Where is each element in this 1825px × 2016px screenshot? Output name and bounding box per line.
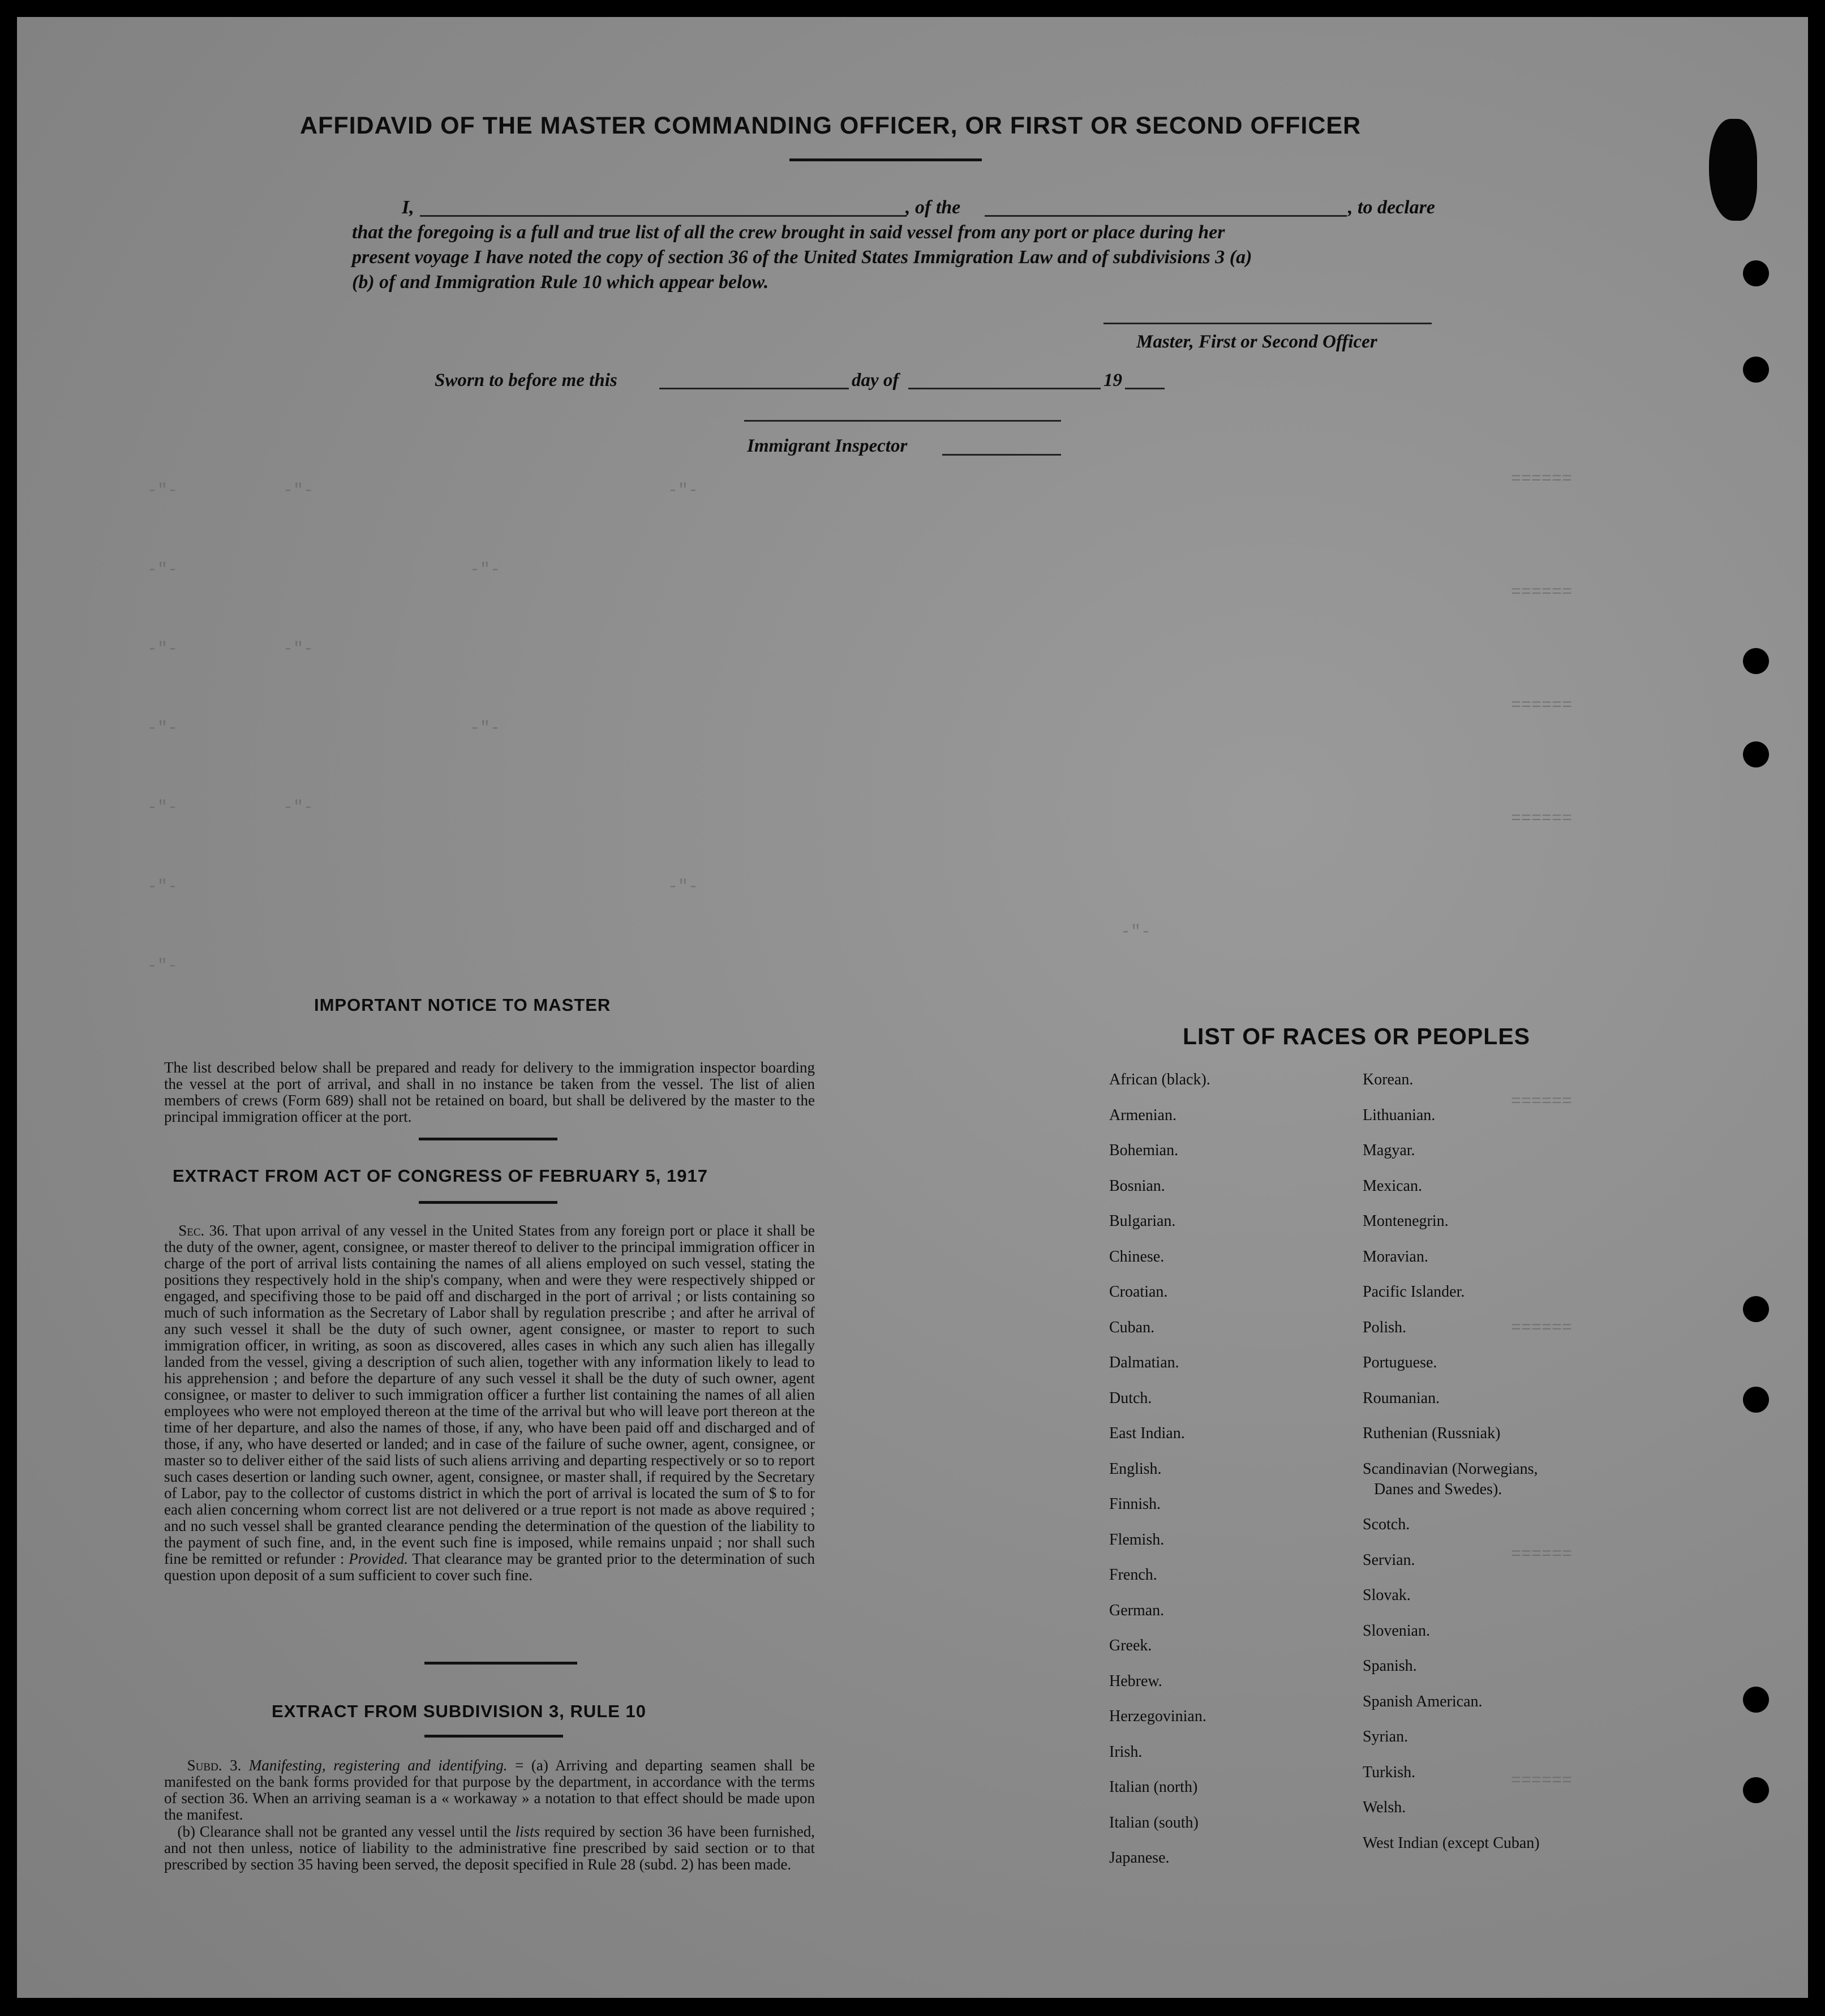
bleed-through-mark: -"- — [147, 719, 178, 738]
race-entry: Bohemian. — [1109, 1142, 1179, 1159]
inspector-signature-field[interactable] — [744, 420, 1061, 422]
bleed-through-mark: -"- — [283, 640, 314, 659]
race-entry: Syrian. — [1363, 1728, 1409, 1745]
provided-word: Provided. — [349, 1550, 408, 1567]
race-entry: Montenegrin. — [1363, 1212, 1449, 1230]
race-entry: Scandinavian (Norwegians, — [1363, 1460, 1538, 1478]
race-entry: French. — [1109, 1566, 1157, 1584]
race-entry: Italian (south) — [1109, 1813, 1199, 1831]
race-entry: Welsh. — [1363, 1799, 1406, 1816]
sworn-day-field[interactable] — [659, 388, 849, 389]
punch-hole — [1743, 1777, 1769, 1803]
signature-label: Master, First or Second Officer — [1136, 332, 1377, 352]
bleed-through-mark: ====== — [1511, 583, 1573, 602]
affidavit-line4: (b) of and Immigration Rule 10 which appear below. — [352, 272, 769, 293]
subd-title: Manifesting, registering and identifying. — [248, 1757, 508, 1774]
bleed-through-mark: -"- — [283, 798, 314, 817]
notice-rule — [419, 1138, 557, 1140]
race-entry: Lithuanian. — [1363, 1106, 1436, 1124]
affidavit-line3: present voyage I have noted the copy of section 36 of the United States Immigration Law and of subdivisions 3 (a) — [352, 247, 1252, 268]
race-entry: English. — [1109, 1460, 1162, 1478]
rule-text-a — [164, 1757, 815, 1823]
bleed-through-mark: ====== — [1511, 1771, 1573, 1791]
race-entry: Mexican. — [1363, 1177, 1422, 1195]
race-entry: Bulgarian. — [1109, 1212, 1176, 1230]
bleed-through-mark: ====== — [1511, 1319, 1573, 1338]
inspector-label: Immigrant Inspector — [747, 436, 908, 456]
affidavit-i: I, — [402, 197, 414, 218]
race-entry: Italian (north) — [1109, 1778, 1198, 1796]
inspector-name-field[interactable] — [942, 454, 1061, 456]
race-entry: Croatian. — [1109, 1283, 1168, 1301]
act-title: EXTRACT FROM ACT OF CONGRESS OF FEBRUARY 5, 1917 — [173, 1166, 708, 1186]
race-entry: East Indian. — [1109, 1425, 1185, 1442]
race-entry: Turkish. — [1363, 1763, 1416, 1781]
bleed-through-mark: -"- — [147, 481, 178, 500]
race-entry: Bosnian. — [1109, 1177, 1165, 1195]
race-entry: Chinese. — [1109, 1247, 1165, 1266]
sec-label: Sec. 36. — [178, 1222, 229, 1239]
notice-title: IMPORTANT NOTICE TO MASTER — [314, 995, 611, 1015]
punch-hole — [1743, 1687, 1769, 1713]
rule-body-b-end: required by section 36 have been furnished, and not then unless, notice of liability to the administrative fine prescribed by said section or to that prescribed by section 35 having been served, the deposit specified in Rule 28 (subd. 2) has been made. — [164, 1823, 815, 1873]
race-entry: Dutch. — [1109, 1389, 1152, 1407]
bleed-through-mark: -"- — [147, 560, 178, 580]
title-rule — [789, 158, 982, 161]
vessel-name-field[interactable] — [985, 215, 1347, 217]
race-entry: Cuban. — [1109, 1318, 1155, 1336]
race-entry: Armenian. — [1109, 1106, 1176, 1124]
bleed-through-mark: -"- — [668, 481, 699, 500]
bleed-through-mark: -"- — [147, 956, 178, 976]
affidavit-title: AFFIDAVID OF THE MASTER COMMANDING OFFICER, OR FIRST OR SECOND OFFICER — [300, 112, 1362, 139]
race-entry: Spanish. — [1363, 1657, 1417, 1675]
lists-word: lists — [515, 1823, 540, 1840]
sworn-year-field[interactable] — [1125, 388, 1165, 389]
punch-hole — [1743, 741, 1769, 767]
punch-hole — [1743, 357, 1769, 383]
rule-title: EXTRACT FROM SUBDIVISION 3, RULE 10 — [272, 1701, 646, 1721]
master-signature-field[interactable] — [1103, 323, 1432, 324]
act-body: That upon arrival of any vessel in the United States from any foreign port or place it shall be the duty of the owner, agent, consignee, or master thereof to deliver to the principal immigration officer in charge of the port of arrival lists containing the names of all aliens employed on such vessel, stating the positions they respectively hold in the ship's company, when and were they were respectively shipped or engaged, and specifiving those to be paid off and discharged in the port of arrival ; or lists containing so much of such information as the Secretary of Labor shall by regulation prescribe ; and after he arrival of any such vessel it shall be the duty of such owner, agent consignee, or master to report to such immigration officer, in writing, as soon as discovered, alles cases in which any such alien has illegally landed from the vessel, giving a description of such alien, together with any information likely to lead to his apprehension ; and before the departure of any such vessel it shall be the duty of such owner, agent consignee, or master to deliver to such immigration officer a further list containing the names of all alien employees who were not employed thereon at the time of the arrival but who will leave port thereon at the time of her departure, and also the names of those, if any, who have been paid off and discharged and of those, if any, who have deserted or landed; and in case of the failure of suche owner, agent, consignee, or master so to deliver either of the said lists of such aliens arriving and departing respectively or so to report such cases desertion or landing such owner, agent, consignee, or master shall, if required by the Secretary of Labor, pay to the collector of customs district in which the port of arrival is located the sum of $ to for each alien concerning whom correct list are not delivered or a true report is not made as above required ; and no such vessel shall be granted clearance pending the determination of the question of the liability to the payment of such fine, and, in the event such fine is imposed, while remains unpaid ; nor shall such fine be remitted or refunder : — [164, 1222, 815, 1567]
affidavit-declare: , to declare — [1348, 197, 1435, 218]
affidavit-of-the: , of the — [905, 197, 961, 218]
race-entry: Flemish. — [1109, 1530, 1165, 1549]
affidavit-line2: that the foregoing is a full and true list of all the crew brought in said vessel from any port or place during her — [352, 222, 1225, 243]
punch-hole — [1743, 260, 1769, 286]
race-entry: Irish. — [1109, 1743, 1143, 1761]
bleed-through-mark: ====== — [1511, 809, 1573, 829]
race-entry: Pacific Islander. — [1363, 1283, 1465, 1301]
document-page — [17, 17, 1808, 1998]
race-entry: Servian. — [1363, 1551, 1415, 1569]
bleed-through-mark: ====== — [1511, 1092, 1573, 1112]
bleed-through-mark: -"- — [1120, 923, 1152, 942]
act-end-rule — [424, 1662, 577, 1665]
race-entry: Spanish American. — [1363, 1692, 1483, 1710]
bleed-through-mark: -"- — [147, 798, 178, 817]
bleed-through-mark: ====== — [1511, 470, 1573, 489]
race-entry: Slovak. — [1363, 1586, 1411, 1604]
race-entry: Hebrew. — [1109, 1672, 1162, 1690]
race-entry: Greek. — [1109, 1637, 1152, 1654]
bleed-through-mark: -"- — [147, 877, 178, 897]
act-text — [164, 1223, 815, 1584]
race-entry: Korean. — [1363, 1071, 1414, 1088]
race-entry: Herzegovinian. — [1109, 1708, 1206, 1725]
bleed-through-mark: -"- — [283, 481, 314, 500]
act-rule — [419, 1201, 557, 1204]
bleed-through-mark: ====== — [1511, 696, 1573, 715]
bleed-through-mark: -"- — [470, 719, 501, 738]
race-entry: Ruthenian (Russniak) — [1363, 1425, 1501, 1442]
rule-rule — [424, 1735, 563, 1738]
sworn-label: Sworn to before me this — [435, 370, 617, 391]
race-entry: Scotch. — [1363, 1516, 1410, 1533]
race-entry: Danes and Swedes). — [1374, 1480, 1502, 1498]
punch-hole — [1743, 1296, 1769, 1322]
bleed-through-mark: -"- — [668, 877, 699, 897]
subd-label: Subd. 3. — [187, 1757, 242, 1774]
race-entry: Polish. — [1363, 1318, 1407, 1336]
act-body-end: That clearance may be granted prior to the determination of such question upon deposit of a sum sufficient to cover such fine. — [164, 1550, 815, 1584]
race-entry: Magyar. — [1363, 1142, 1415, 1159]
race-entry: Slovenian. — [1363, 1622, 1430, 1640]
bleed-through-mark: ====== — [1511, 1545, 1573, 1564]
race-entry: Dalmatian. — [1109, 1354, 1179, 1371]
races-column-2 — [1363, 1071, 1540, 1869]
race-entry: Moravian. — [1363, 1247, 1428, 1266]
race-entry: African (black). — [1109, 1071, 1210, 1088]
punch-hole — [1743, 648, 1769, 674]
year-prefix: 19 — [1103, 370, 1122, 391]
races-title: LIST OF RACES OR PEOPLES — [1183, 1023, 1531, 1049]
race-entry: Finnish. — [1109, 1495, 1161, 1513]
race-entry: German. — [1109, 1601, 1165, 1619]
punch-hole — [1743, 1387, 1769, 1413]
rule-body-b-start: (b) Clearance shall not be granted any vessel until the — [177, 1823, 511, 1840]
ink-stain — [1709, 119, 1757, 221]
officer-name-field[interactable] — [420, 215, 907, 217]
race-entry: West Indian (except Cuban) — [1363, 1834, 1540, 1852]
day-of-label: day of — [852, 370, 899, 391]
bleed-through-mark: -"- — [470, 560, 501, 580]
bleed-through-mark: -"- — [147, 640, 178, 659]
rule-body-a: = (a) Arriving and departing seamen shall be manifested on the bank forms provided for that purpose by the department, in accordance with the terms of section 36. When an arriving seaman is a « workaway » a notation to that effect should be made upon the manifest. — [164, 1757, 815, 1823]
notice-text: The list described below shall be prepared and ready for delivery to the immigration inspector boarding the vessel at the port of arrival, and shall in no instance be taken from the vessel. The list of alien members of crews (Form 689) shall not be retained on board, but shall be delivered by the master to the principal immigration officer at the port. — [164, 1059, 815, 1125]
sworn-month-field[interactable] — [908, 388, 1101, 389]
race-entry: Roumanian. — [1363, 1389, 1440, 1407]
race-entry: Portuguese. — [1363, 1354, 1437, 1371]
rule-text-b — [164, 1824, 815, 1873]
races-column-1 — [1109, 1071, 1210, 1885]
race-entry: Japanese. — [1109, 1849, 1170, 1867]
